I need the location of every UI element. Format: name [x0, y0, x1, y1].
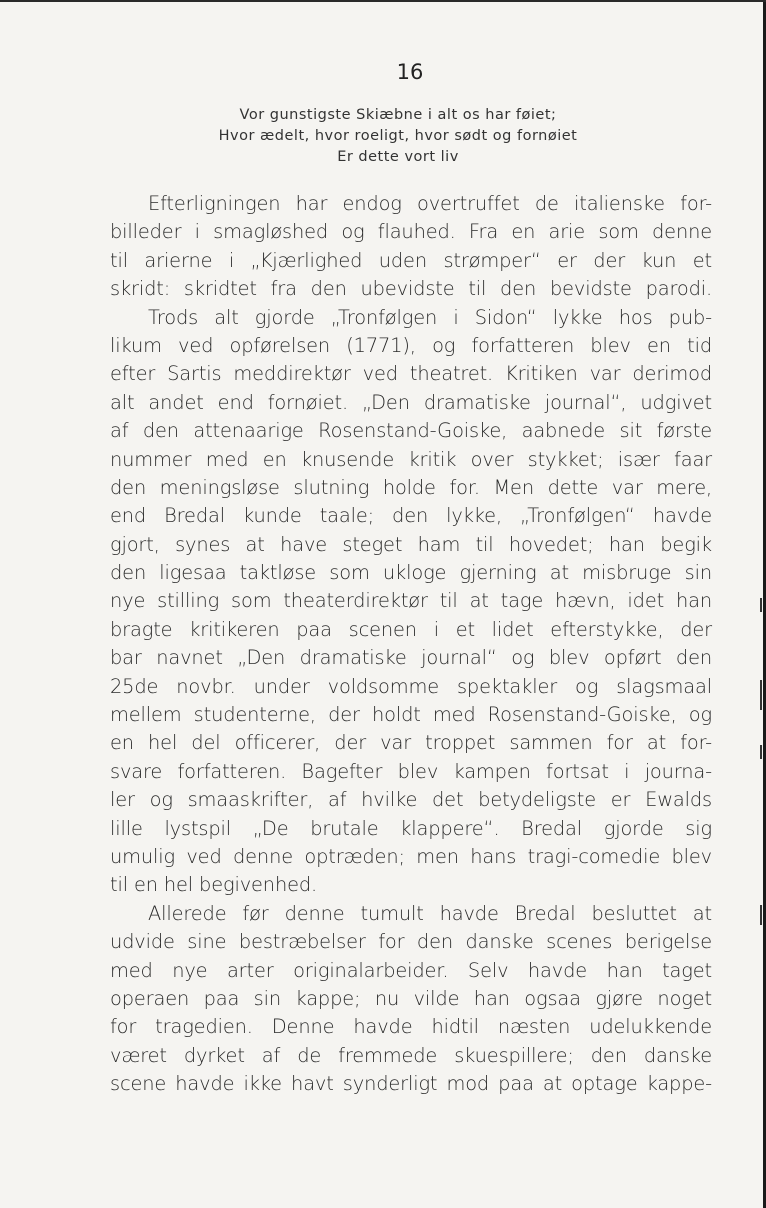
text-line: skridt: skridtet fra den ubevidste til den bevidste parodi. [110, 277, 712, 301]
scan-mark [760, 745, 762, 759]
scan-mark [760, 905, 762, 925]
text-line: scene havde ikke havt synderligt mod paa at optage kappe- [110, 1072, 712, 1096]
text-line: mellem studenterne, der holdt med Rosenstand-Goiske, og [110, 703, 712, 727]
text-line: bragte kritikeren paa scenen i et lidet efterstykke, der [110, 617, 712, 641]
body-text [110, 190, 712, 1099]
page-top-edge [0, 0, 766, 2]
verse-quote [0, 105, 766, 168]
text-line: nummer med en knusende kritik over stykket; især faar [110, 447, 712, 471]
text-line: svare forfatteren. Bagefter blev kampen fortsat i journa- [110, 759, 712, 783]
verse-line: Hvor ædelt, hvor roeligt, hvor sødt og fornøiet [218, 128, 578, 144]
text-line: end Bredal kunde taale; den lykke, „Tronfølgen“ havde [110, 504, 712, 528]
text-line: lille lystspil „De brutale klappere“. Bredal gjorde sig [110, 816, 712, 840]
text-line: Efterligningen har endog overtruffet de italienske for- [148, 192, 712, 215]
text-line: efter Sartis meddirektør ved theatret. Kritiken var derimod [110, 362, 712, 386]
text-line: gjort, synes at have steget ham til hovedet; han begik [110, 532, 712, 556]
text-line: den ligesaa taktløse som ukloge gjerning at misbruge sin [110, 561, 712, 585]
text-line: Trods alt gjorde „Tronfølgen i Sidon“ lykke hos pub- [148, 305, 712, 329]
text-line: den meningsløse slutning holde for. Men dette var mere, [110, 475, 712, 499]
text-line: til arierne i „Kjærlighed uden strømper“ er der kun et [110, 248, 712, 272]
text-line: af den attenaarige Rosenstand-Goiske, aabnede sit første [110, 419, 712, 443]
page-number: 16 [396, 60, 424, 84]
text-line: med nye arter originalarbeider. Selv havde han taget [110, 958, 712, 982]
scan-mark [760, 598, 762, 612]
text-line: operaen paa sin kappe; nu vilde han ogsaa gjøre noget [110, 986, 712, 1010]
text-line: Allerede før denne tumult havde Bredal besluttet at [148, 901, 712, 925]
text-line: bar navnet „Den dramatiske journal“ og blev opført den [110, 646, 712, 670]
scan-mark [760, 680, 762, 710]
text-line: ler og smaaskrifter, af hvilke det betydeligste er Ewalds [110, 788, 712, 812]
text-line: 25de novbr. under voldsomme spektakler og slagsmaal [110, 674, 712, 698]
text-line: en hel del officerer, der var troppet sammen for at for- [110, 731, 712, 755]
text-line: alt andet end fornøiet. „Den dramatiske journal“, udgivet [110, 390, 712, 414]
text-line: umulig ved denne optræden; men hans tragi-comedie blev [110, 844, 712, 868]
text-line: likum ved opførelsen (1771), og forfatteren blev en tid [110, 333, 712, 357]
text-line: været dyrket af de fremmede skuespillere; den danske [110, 1043, 712, 1067]
text-line: til en hel begivenhed. [110, 873, 318, 897]
text-line: nye stilling som theaterdirektør til at tage hævn, idet han [110, 589, 712, 613]
text-line: for tragedien. Denne havde hidtil næsten udelukkende [110, 1015, 712, 1039]
verse-line: Er dette vort liv [337, 149, 459, 165]
verse-line: Vor gunstigste Skiæbne i alt os har føiet; [239, 107, 557, 123]
text-line: udvide sine bestræbelser for den danske scenes berigelse [110, 930, 712, 954]
text-line: billeder i smagløshed og flauhed. Fra en arie som denne [110, 220, 712, 244]
